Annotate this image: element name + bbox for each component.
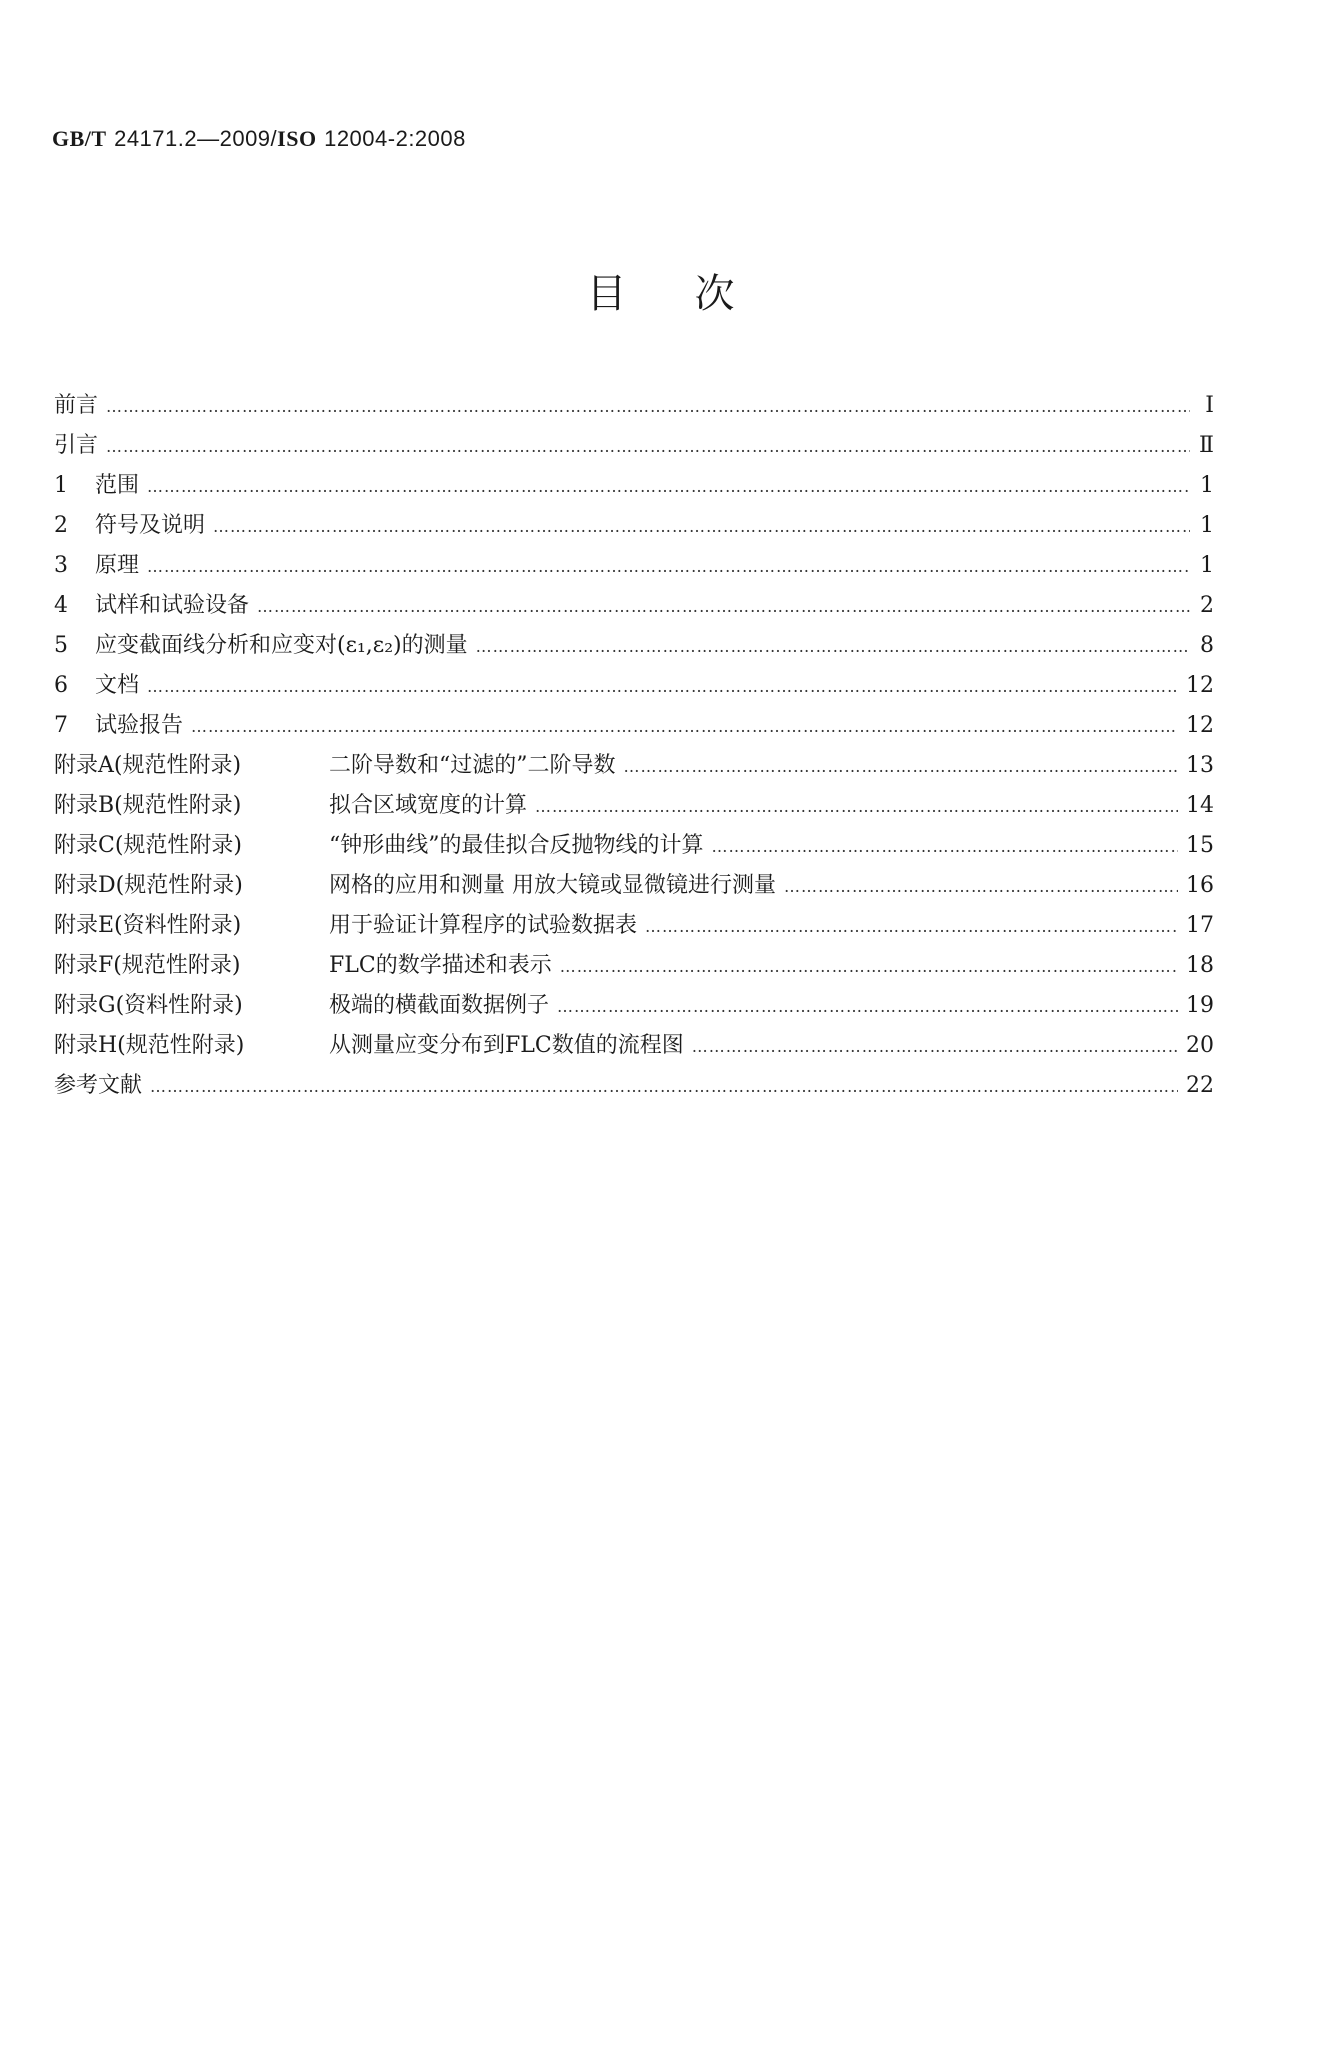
toc-section-number: 3 [54, 553, 68, 578]
toc-entry-label [54, 426, 98, 466]
toc-title: “钟形曲线”的最佳拟合反抛物线的计算 [329, 833, 704, 858]
toc-page-number: 13 [1186, 753, 1214, 778]
toc-title: 拟合区域宽度的计算 [329, 793, 528, 818]
toc-title: 参考文献 [54, 1073, 143, 1098]
toc-entry[interactable] [54, 426, 1214, 466]
toc-dot-leader [213, 507, 1190, 547]
toc-entry[interactable] [54, 746, 1214, 786]
toc-entry[interactable] [54, 666, 1214, 706]
toc-title: 用于验证计算程序的试验数据表 [329, 913, 638, 938]
toc-dot-leader [692, 1027, 1178, 1067]
toc-entry[interactable] [54, 546, 1214, 586]
toc-entry-label [54, 666, 139, 706]
toc-title: 网格的应用和测量 用放大镜或显微镜进行测量 [329, 873, 776, 898]
toc-entry-label [54, 826, 704, 866]
toc-entry[interactable] [54, 986, 1214, 1026]
toc-title: 试样和试验设备 [95, 593, 250, 618]
toc-page-number: Ⅱ [1199, 433, 1214, 458]
toc-dot-leader [191, 707, 1178, 747]
toc-title: 符号及说明 [95, 513, 206, 538]
toc-entry[interactable] [54, 386, 1214, 426]
toc-entry[interactable] [54, 866, 1214, 906]
toc-dot-leader [147, 667, 1178, 707]
toc-entry-label [54, 1026, 684, 1066]
toc-entry-label [54, 546, 139, 586]
toc-title: 应变截面线分析和应变对(ε₁,ε₂)的测量 [95, 633, 468, 658]
toc-section-number: 5 [54, 633, 68, 658]
toc-dot-leader [150, 1067, 1178, 1107]
iso-number: 12004-2:2008 [324, 126, 466, 151]
toc-entry-label [54, 706, 183, 746]
toc-appendix-label: 附录C(规范性附录) [54, 833, 242, 858]
toc-appendix-label: 附录E(资料性附录) [54, 913, 242, 938]
toc-entry-label [54, 946, 552, 986]
toc-page-number: 18 [1186, 953, 1214, 978]
toc-title: 二阶导数和“过滤的”二阶导数 [329, 753, 616, 778]
toc-entry[interactable] [54, 706, 1214, 746]
toc-dot-leader [535, 787, 1178, 827]
toc-title: FLC的数学描述和表示 [329, 953, 552, 978]
toc-page-number: 12 [1186, 713, 1214, 738]
toc-entry[interactable] [54, 466, 1214, 506]
toc-title: 引言 [54, 433, 99, 458]
toc-entry[interactable] [54, 786, 1214, 826]
toc-dot-leader [712, 827, 1179, 867]
toc-page-number: 1 [1200, 553, 1214, 578]
toc-dot-leader [645, 907, 1178, 947]
toc-appendix-label: 附录F(规范性附录) [54, 953, 241, 978]
toc-entry[interactable] [54, 906, 1214, 946]
toc-section-number: 2 [54, 513, 68, 538]
toc-section-number: 1 [54, 473, 68, 498]
toc-dot-leader [257, 587, 1190, 627]
toc-entry-label [54, 906, 637, 946]
toc-page-number: 19 [1186, 993, 1214, 1018]
toc-page-number: 17 [1186, 913, 1214, 938]
toc-page-number: 20 [1186, 1033, 1214, 1058]
toc-dot-leader [147, 467, 1190, 507]
standard-prefix: GB/T [52, 126, 107, 151]
standard-number: 24171.2—2009/ [114, 126, 278, 151]
toc-entry-label [54, 746, 616, 786]
toc-entry[interactable] [54, 1066, 1214, 1106]
toc-entry[interactable] [54, 586, 1214, 626]
toc-page-number: 1 [1200, 513, 1214, 538]
toc-title: 前言 [54, 393, 99, 418]
table-of-contents [54, 386, 1214, 1106]
toc-section-number: 6 [54, 673, 68, 698]
toc-title: 从测量应变分布到FLC数值的流程图 [329, 1033, 684, 1058]
toc-entry[interactable] [54, 1026, 1214, 1066]
toc-page-number: Ⅰ [1205, 393, 1214, 418]
iso-prefix: ISO [277, 126, 317, 151]
toc-page-number: 22 [1186, 1073, 1214, 1098]
toc-page-number: 16 [1186, 873, 1214, 898]
toc-section-number: 7 [54, 713, 68, 738]
toc-appendix-label: 附录B(规范性附录) [54, 793, 242, 818]
toc-title: 试验报告 [95, 713, 184, 738]
toc-entry-label [54, 786, 527, 826]
toc-dot-leader [560, 947, 1178, 987]
toc-entry-label [54, 866, 776, 906]
toc-dot-leader [557, 987, 1178, 1027]
toc-section-number: 4 [54, 593, 68, 618]
toc-page-number: 8 [1200, 633, 1214, 658]
toc-entry-label [54, 386, 98, 426]
toc-page-number: 14 [1186, 793, 1214, 818]
toc-entry[interactable] [54, 506, 1214, 546]
toc-entry[interactable] [54, 946, 1214, 986]
toc-entry-label [54, 506, 205, 546]
toc-appendix-label: 附录D(规范性附录) [54, 873, 243, 898]
toc-dot-leader [624, 747, 1179, 787]
toc-entry-label [54, 1066, 142, 1106]
toc-page-number: 2 [1200, 593, 1214, 618]
toc-title: 原理 [95, 553, 140, 578]
page-title: 目次 [586, 271, 803, 317]
toc-title: 范围 [95, 473, 140, 498]
toc-page-number: 1 [1200, 473, 1214, 498]
toc-dot-leader [476, 627, 1190, 667]
toc-dot-leader [106, 387, 1190, 427]
toc-entry-label [54, 986, 549, 1026]
toc-dot-leader [106, 427, 1190, 467]
toc-entry[interactable] [54, 826, 1214, 866]
toc-title: 极端的横截面数据例子 [329, 993, 550, 1018]
toc-appendix-label: 附录A(规范性附录) [54, 753, 242, 778]
toc-entry-label [54, 626, 468, 666]
toc-dot-leader [784, 867, 1178, 907]
toc-entry[interactable] [54, 626, 1214, 666]
document-header [52, 126, 466, 152]
toc-page-number: 15 [1186, 833, 1214, 858]
toc-appendix-label: 附录H(规范性附录) [54, 1033, 245, 1058]
toc-entry-label [54, 586, 249, 626]
toc-page-number: 12 [1186, 673, 1214, 698]
toc-title: 文档 [95, 673, 140, 698]
toc-entry-label [54, 466, 139, 506]
toc-dot-leader [147, 547, 1190, 587]
toc-appendix-label: 附录G(资料性附录) [54, 993, 243, 1018]
